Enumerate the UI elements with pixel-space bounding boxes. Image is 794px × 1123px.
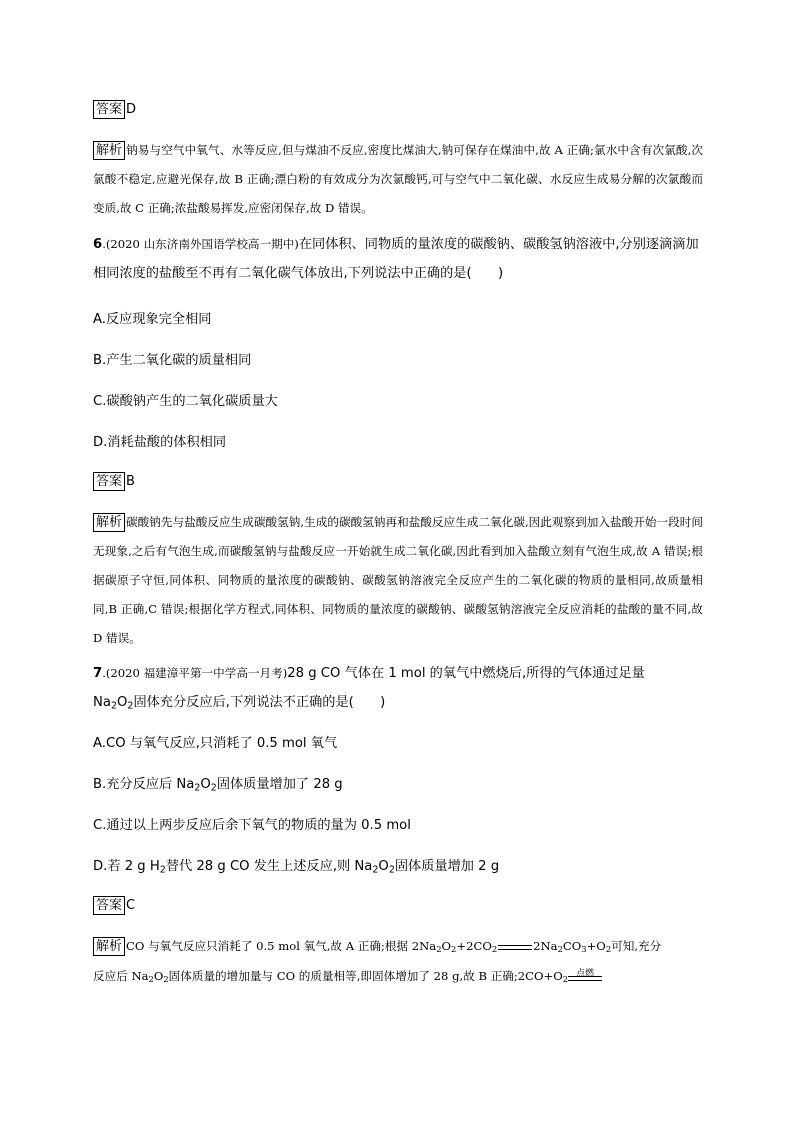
q7-stem-line-2: $Na_2O_2$固体充分反应后,下列说法不正确的是( ) [93, 695, 386, 712]
q6-option-d: D.消耗盐酸的体积相同 [93, 435, 227, 450]
analysis-text: 钠易与空气中氧气、水等反应,但与煤油不反应,密度比煤油大,钠可保存在煤油中,故 A 正确;氯水中含有次氯酸,次氯酸不稳定,应避光保存,故 B 正确;漂白粉的有效成分为次氯酸钙,可与空气中二氧化碳、水反应生成易分解的次氯酸而变质,故 C 正确;浓盐酸易挥发,应密闭保存,故 D 错误。 [93, 143, 703, 215]
q7-analysis-line-2: 反应后 $Na_2O_2$固体质量的增加量与 CO 的质量相等,即固体增加了 28 g,故 B 正确$;2CO+O_2$ 点燃 [93, 962, 604, 991]
question-text: 在同体积、同物质的量浓度的碳酸钠、碳酸氢钠溶液中,分别逐滴滴加相同浓度的盐酸至不再有二氧化碳气体放出,下列说法中正确的是( ) [93, 237, 699, 281]
q5-analysis [93, 136, 703, 223]
question-number: 7 [93, 666, 103, 681]
q5-answer [93, 100, 136, 119]
analysis-label: 解析 [93, 141, 125, 160]
q7-answer [93, 896, 135, 915]
question-source: .(2020 山东济南外国语学校高一期中) [102, 237, 299, 251]
q7-option-a: A.CO 与氧气反应,只消耗了 0.5 mol 氧气 [93, 736, 338, 751]
reaction-condition: 点燃 [568, 970, 604, 984]
answer-value: D [126, 102, 137, 117]
answer-label: 答案 [93, 100, 125, 119]
q7-option-d: D.若 2 g $H_2$替代 28 g CO 发生上述反应,则 $Na_2O_2$固体质量增加 2 g [93, 859, 500, 876]
question-source: .(2020 福建漳平第一中学高一月考) [102, 666, 288, 680]
analysis-text: 碳酸钠先与盐酸反应生成碳酸氢钠,生成的碳酸氢钠再和盐酸反应生成二氧化碳,因此观察到加入盐酸开始一段时间无现象,之后有气泡生成,而碳酸氢钠与盐酸反应一开始就生成二氧化碳,因此看到加入盐酸立刻有气泡生成,故 A 错误;根据碳原子守恒,同体积、同物质的量浓度的碳酸钠、碳酸氢钠溶液完全反应产生的二氧化碳的物质的量相同,故质量相同,B 正确,C 错误;根据化学方程式,同体积、同物质的量浓度的碳酸钠、碳酸氢钠溶液完全反应消耗的盐酸的量不同,故 D 错误。 [93, 515, 703, 645]
q6-option-c: C.碳酸钠产生的二氧化碳质量大 [93, 394, 278, 409]
answer-label: 答案 [93, 472, 125, 491]
q6-answer [93, 472, 135, 491]
analysis-label: 解析 [93, 513, 125, 532]
analysis-label: 解析 [93, 937, 125, 956]
q6-option-a: A.反应现象完全相同 [93, 312, 212, 327]
q6-option-b: B.产生二氧化碳的质量相同 [93, 353, 252, 368]
answer-label: 答案 [93, 896, 125, 915]
q7-analysis-line-1: 解析 CO 与氧气反应只消耗了 0.5 mol 氧气,故 A 正确;根据 $2Na_2O_2+2CO_2$ $2Na_2CO_3+O_2$可知,充分 [93, 932, 661, 961]
q7-option-b: B.充分反应后 $Na_2O_2$固体质量增加了 28 g [93, 777, 343, 794]
q7-option-c: C.通过以上两步反应后余下氧气的物质的量为 0.5 mol [93, 818, 411, 833]
answer-value: C [126, 898, 136, 913]
q6-stem [93, 230, 703, 288]
q6-analysis [93, 508, 703, 653]
answer-value: B [126, 474, 135, 489]
equals-sign [498, 945, 532, 950]
question-text: 28 g CO 气体在 1 mol 的氧气中燃烧后,所得的气体通过足量 [287, 666, 645, 681]
question-number: 6 [93, 237, 103, 252]
q7-stem-line-1 [93, 659, 645, 688]
